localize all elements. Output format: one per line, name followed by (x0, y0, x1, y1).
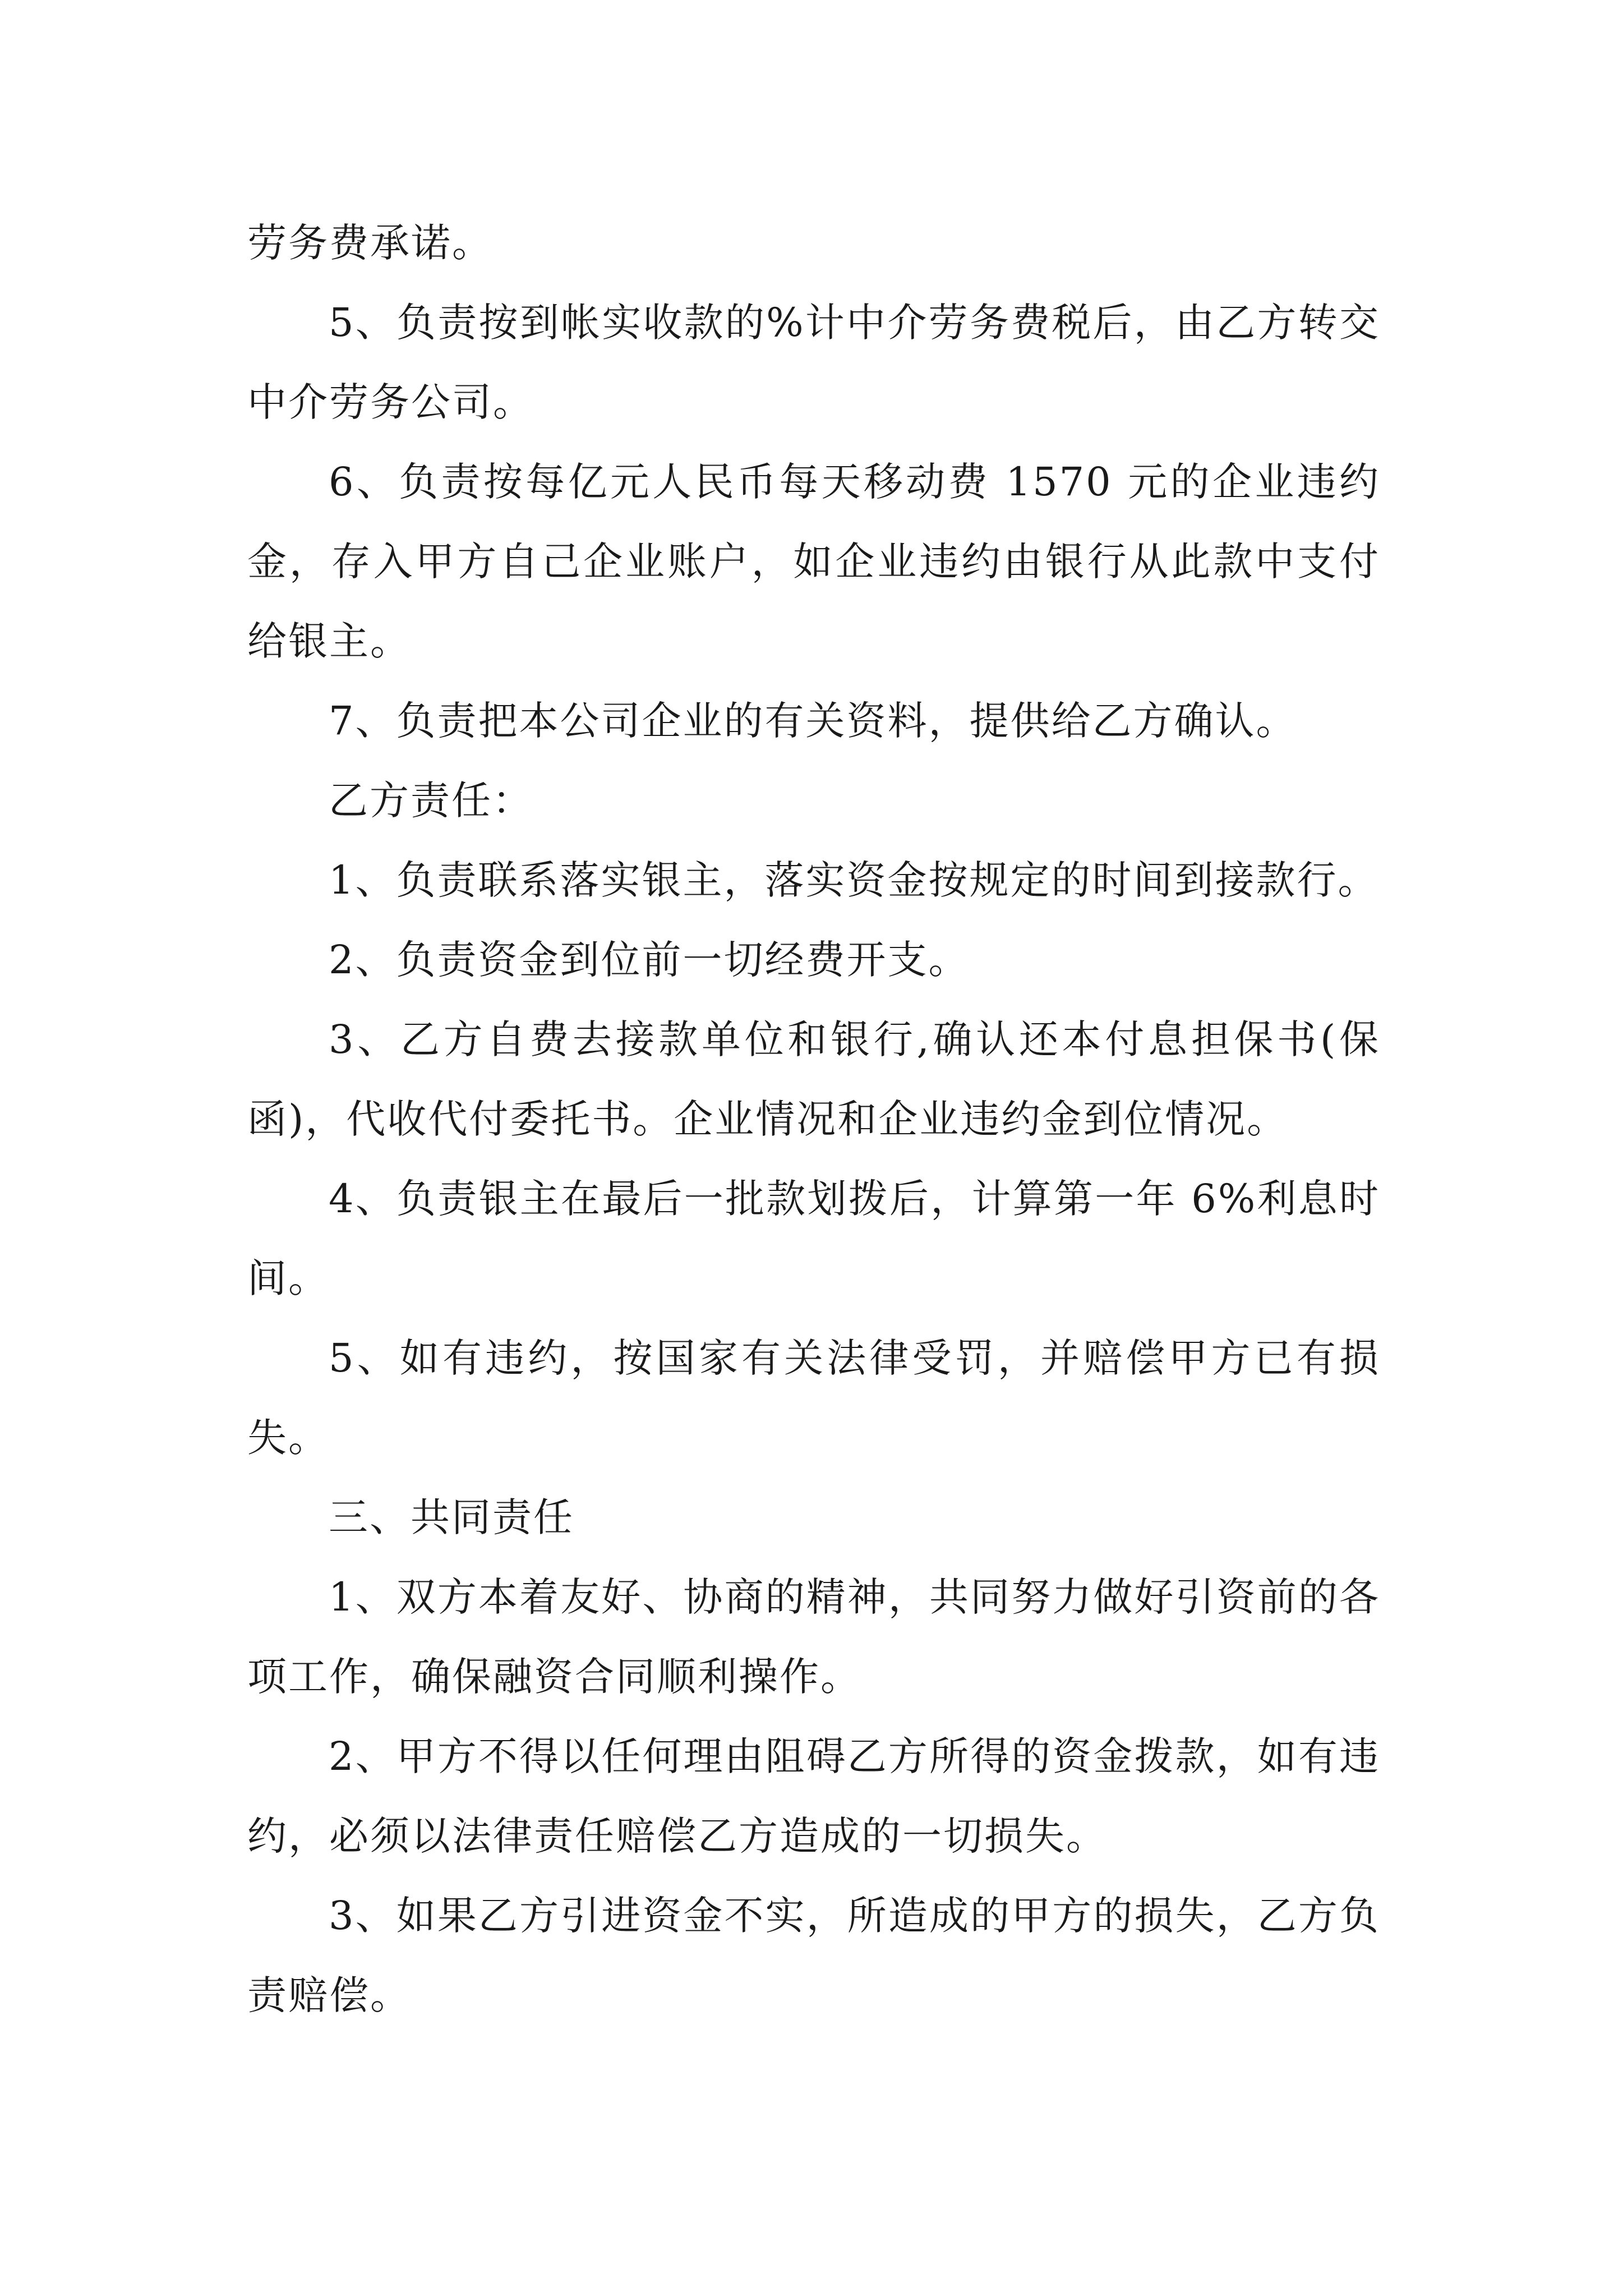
paragraph-party-a-item-6: 6、负责按每亿元人民币每天移动费 1570 元的企业违约金，存入甲方自己企业账户，如企业违约由银行从此款中支付给银主。 (247, 459, 1380, 664)
paragraph-joint-item-1: 1、双方本着友好、协商的精神，共同努力做好引资前的各项工作，确保融资合同顺利操作。 (247, 1574, 1380, 1700)
heading-party-b-responsibilities: 乙方责任： (329, 777, 533, 823)
paragraph-party-b-item-4: 4、负责银主在最后一批款划拨后，计算第一年 6%利息时间。 (247, 1176, 1380, 1301)
paragraph-party-b-item-1: 1、负责联系落实银主，落实资金按规定的时间到接款行。 (329, 857, 1379, 903)
paragraph-party-b-item-2: 2、负责资金到位前一切经费开支。 (329, 937, 970, 983)
paragraph-party-b-item-3: 3、乙方自费去接款单位和银行,确认还本付息担保书(保函)，代收代付委托书。企业情况和企业违约金到位情况。 (247, 1016, 1380, 1142)
paragraph-party-b-item-5: 5、如有违约，按国家有关法律受罚，并赔偿甲方已有损失。 (247, 1335, 1380, 1461)
paragraph-party-a-item-5: 5、负责按到帐实收款的%计中介劳务费税后，由乙方转交中介劳务公司。 (247, 300, 1380, 425)
paragraph-continuation: 劳务费承诺。 (247, 220, 493, 266)
paragraph-joint-item-3: 3、如果乙方引进资金不实，所造成的甲方的损失，乙方负责赔偿。 (247, 1893, 1380, 2018)
paragraph-party-a-item-7: 7、负责把本公司企业的有关资料，提供给乙方确认。 (329, 698, 1297, 744)
heading-joint-responsibilities: 三、共同责任 (329, 1494, 574, 1540)
paragraph-joint-item-2: 2、甲方不得以任何理由阻碍乙方所得的资金拨款，如有违约，必须以法律责任赔偿乙方造成的一切损失。 (247, 1733, 1380, 1859)
document-body (247, 203, 1380, 2035)
